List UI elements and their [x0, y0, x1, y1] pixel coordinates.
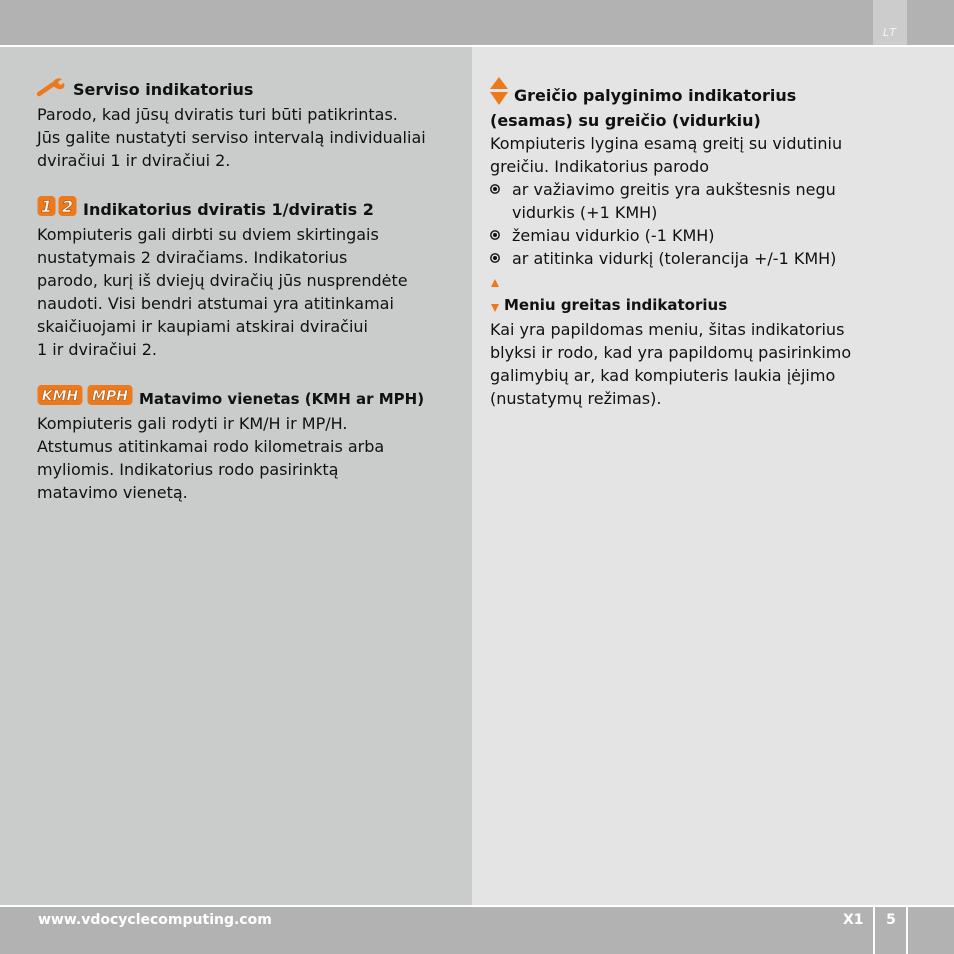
- units-line: matavimo vienetą.: [37, 483, 188, 502]
- unit-icon-label-mph: MPH: [92, 388, 128, 405]
- footer-separator: [873, 907, 875, 954]
- service-line: Jūs galite nustatyti serviso intervalą individualiai: [37, 128, 426, 147]
- list-item: žemiau vidurkio (-1 KMH): [490, 224, 940, 247]
- footer-url: www.vdocyclecomputing.com: [38, 912, 272, 928]
- menu-line: galimybių ar, kad kompiuteris laukia įėjimo: [490, 366, 836, 385]
- page-number: 5: [886, 912, 896, 928]
- list-item: ar važiavimo greitis yra aukštesnis negu vidurkis (+1 KMH): [490, 178, 940, 224]
- service-line: Parodo, kad jūsų dviratis turi būti patikrintas.: [37, 105, 398, 124]
- bike-number-icons: [37, 195, 77, 223]
- speed-section: [490, 77, 940, 270]
- units-line: myliomis. Indikatorius rodo pasirinktą: [37, 460, 339, 479]
- service-title: Serviso indikatorius: [73, 80, 254, 99]
- bike-icon-label-2: 2: [61, 197, 74, 216]
- speed-line: Kompiuteris lygina esamą greitį su vidutiniu: [490, 134, 843, 153]
- left-column: [37, 77, 462, 504]
- units-title: Matavimo vienetas (KMH ar MPH): [139, 390, 425, 408]
- menu-line: blyksi ir rodo, kad yra papildomų pasirinkimo: [490, 343, 852, 362]
- service-line: dviračiui 1 ir dviračiui 2.: [37, 151, 231, 170]
- bike-title: Indikatorius dviratis 1/dviratis 2: [83, 200, 374, 219]
- up-down-arrows-icon: [490, 77, 508, 109]
- bike-line: 1 ir dviračiui 2.: [37, 340, 158, 359]
- unit-icons: [37, 384, 133, 412]
- bullet-icon: [490, 184, 500, 194]
- units-line: Atstumus atitinkamai rodo kilometrais arba: [37, 437, 385, 456]
- units-line: Kompiuteris gali rodyti ir KM/H ir MP/H.: [37, 414, 348, 433]
- speed-line: greičiu. Indikatorius parodo: [490, 157, 710, 176]
- menu-up-arrow-icon: [490, 278, 500, 288]
- right-column: [490, 77, 940, 410]
- bike-line: Kompiuteris gali dirbti su dviem skirtingais: [37, 225, 379, 244]
- bike-line: naudoti. Visi bendri atstumai yra atitinkamai: [37, 294, 394, 313]
- menu-line: Kai yra papildomas meniu, šitas indikatorius: [490, 320, 845, 339]
- speed-title-line: Greičio palyginimo indikatorius: [514, 86, 797, 105]
- list-item: ar atitinka vidurkį (tolerancija +/-1 KMH): [490, 247, 940, 270]
- bike-line: parodo, kurį iš dviejų dviračių jūs nusprendėte: [37, 271, 408, 290]
- units-section: [37, 384, 462, 504]
- footer-separator: [906, 907, 908, 954]
- bike-icon-label-1: 1: [40, 197, 53, 216]
- language-label: LT: [882, 26, 898, 39]
- footer-model: X1: [843, 912, 864, 928]
- wrench-icon: [37, 77, 67, 103]
- service-section: [37, 77, 462, 172]
- top-bar: [0, 0, 954, 45]
- menu-title: Meniu greitas indikatorius: [504, 296, 728, 314]
- unit-icon-label-kmh: KMH: [41, 388, 79, 405]
- bullet-icon: [490, 230, 500, 240]
- menu-line: (nustatymų režimas).: [490, 389, 662, 408]
- bullet-icon: [490, 253, 500, 263]
- bike-line: nustatymais 2 dviračiams. Indikatorius: [37, 248, 348, 267]
- bike-line: skaičiuojami ir kaupiami atskirai dviračiui: [37, 317, 368, 336]
- menu-arrows-icon: [490, 295, 500, 318]
- speed-title-line: (esamas) su greičio (vidurkiu): [490, 111, 761, 130]
- speed-bullet-list: [490, 178, 940, 270]
- menu-section: [490, 270, 940, 410]
- bike-section: [37, 195, 462, 361]
